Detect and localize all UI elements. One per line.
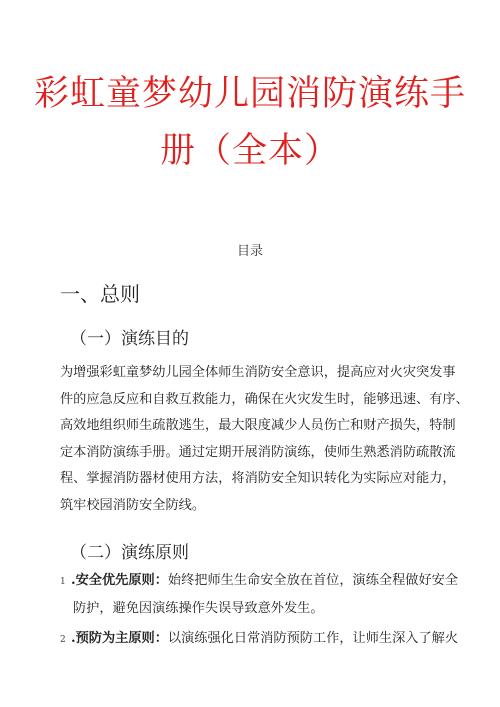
subsection-heading-purpose: （一）演练目的	[70, 329, 189, 349]
paragraph-line: 程、掌握消防器材使用方法，将消防安全知识转化为实际应对能力，	[60, 471, 456, 486]
paragraph-line: 筑牢校园消防安全防线。	[60, 497, 206, 513]
subsection-heading-principles: （二）演练原则	[70, 543, 189, 563]
list-number: 2	[60, 635, 66, 645]
principle-title: .预防为主原则：	[71, 631, 168, 646]
principle-item-prevention	[60, 626, 460, 654]
document-title-line-1: 彩虹童梦幼儿园消防演练手	[33, 74, 466, 114]
paragraph-line: 定本消防演练手册。通过定期开展消防演练，使师生熟悉消防疏散流	[60, 444, 456, 460]
principle-line	[60, 568, 460, 596]
toc-label: 目录	[236, 244, 263, 259]
principle-item-safety	[60, 568, 460, 622]
principle-text: 以演练强化日常消防预防工作，让师生深入了解火	[167, 631, 459, 646]
list-number: 1	[60, 577, 66, 587]
paragraph-line: 件的应急反应和自救互救能力，确保在火灾发生时，能够迅速、有序、	[60, 391, 469, 407]
paragraph-line: 高效地组织师生疏散逃生，最大限度减少人员伤亡和财产损失，特制	[60, 418, 456, 433]
section-heading-general: 一、总则	[60, 282, 140, 306]
principle-text: 始终把师生生命安全放在首位，演练全程做好安全	[167, 573, 459, 588]
principle-line: 防护，避免因演练操作失误导致意外发生。	[73, 600, 324, 616]
purpose-paragraph	[60, 360, 469, 519]
principle-title: .安全优先原则：	[71, 573, 168, 588]
paragraph-line: 为增强彩虹童梦幼儿园全体师生消防安全意识，提高应对火灾突发事	[60, 365, 456, 380]
principle-line	[60, 626, 460, 654]
document-title-line-2: 册（全本）	[159, 131, 340, 171]
